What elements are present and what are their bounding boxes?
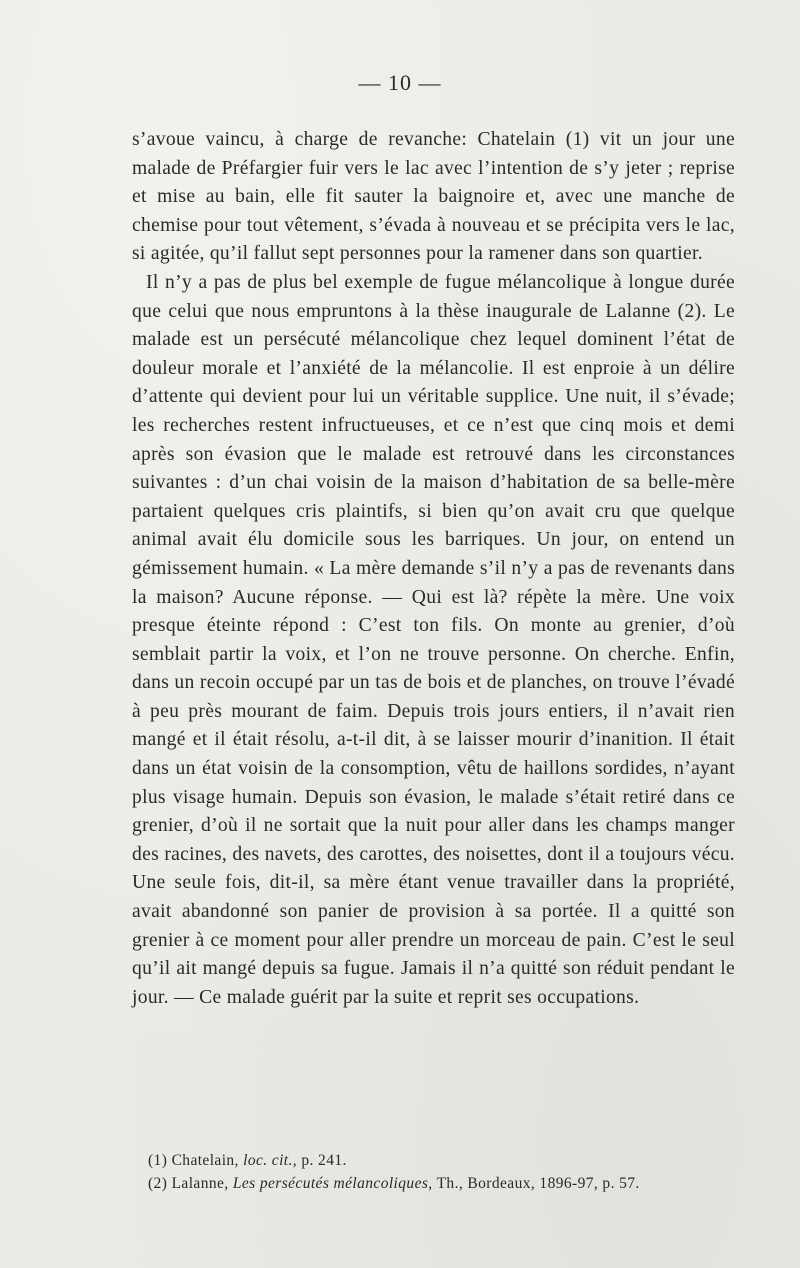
footnote-author: Chatelain,: [171, 1152, 239, 1169]
footnote-title: loc. cit.,: [243, 1152, 298, 1169]
body-text: [132, 126, 735, 1012]
footnotes: [132, 1150, 742, 1196]
footnote-author: Lalanne,: [171, 1175, 229, 1192]
footnote-2: [148, 1173, 742, 1195]
footnote-1: [148, 1150, 742, 1172]
paragraph-1: s’avoue vaincu, à charge de revanche: Chatelain (1) vit un jour une malade de Préfargier fuir vers le lac avec l’intention de s’y jeter ; reprise et mise au bain, elle fit sauter la baignoire et, avec une manche de chemise pour tout vêtement, s’évada à nouveau et se précipita vers le lac, si agitée, qu’il fallut sept personnes pour la ramener dans son quartier.: [132, 129, 735, 265]
footnote-marker: (2): [148, 1175, 168, 1192]
page-number: — 10 —: [358, 70, 442, 95]
footnote-reference: p. 241.: [301, 1152, 347, 1169]
footnote-reference: Th., Bordeaux, 1896-97, p. 57.: [436, 1175, 640, 1192]
footnote-marker: (1): [148, 1152, 168, 1169]
paragraph-2: Il n’y a pas de plus bel exemple de fugue mélancolique à longue durée que celui que nous empruntons à la thèse inaugurale de Lalanne (2). Le malade est un persécuté mélancolique chez lequel dominent l’état de douleur morale et l’anxiété de la mélancolie. Il est enproie à un délire d’attente qui devient pour lui un véritable supplice. Une nuit, il s’évade; les recherches restent infructueuses, et ce n’est que cinq mois et demi après son évasion que le malade est retrouvé dans les circonstances suivantes : d’un chai voisin de la maison d’habitation de sa belle-mère partaient quelques cris plaintifs, si bien qu’on avait cru que quelque animal avait élu domicile sous les barriques. Un jour, on entend un gémissement humain. « La mère demande s’il n’y a pas de revenants dans la maison? Aucune réponse. — Qui est là? répète la mère. Une voix presque éteinte répond : C’est ton fils. On monte au grenier, d’où semblait partir la voix, et l’on ne trouve personne. On cherche. Enfin, dans un recoin occupé par un tas de bois et de planches, on trouve l’évadé à peu près mourant de faim. Depuis trois jours entiers, il n’avait rien mangé et il était résolu, a-t-il dit, à se laisser mourir d’inanition. Il était dans un état voisin de la consomption, vêtu de haillons sordides, n’ayant plus visage humain. Depuis son évasion, le malade s’était retiré dans ce grenier, d’où il ne sortait que la nuit pour aller dans les champs manger des racines, des navets, des carottes, des noisettes, dont il a toujours vécu. Une seule fois, dit-il, sa mère étant venue travailler dans la propriété, avait abandonné son panier de provision à sa portée. Il a quitté son grenier à ce moment pour aller prendre un morceau de pain. C’est le seul qu’il ait mangé depuis sa fugue. Jamais il n’a quitté son réduit pendant le jour. — Ce malade guérit par la suite et reprit ses occupations.: [132, 271, 735, 1008]
footnote-title: Les persécutés mélancoliques,: [232, 1175, 433, 1192]
